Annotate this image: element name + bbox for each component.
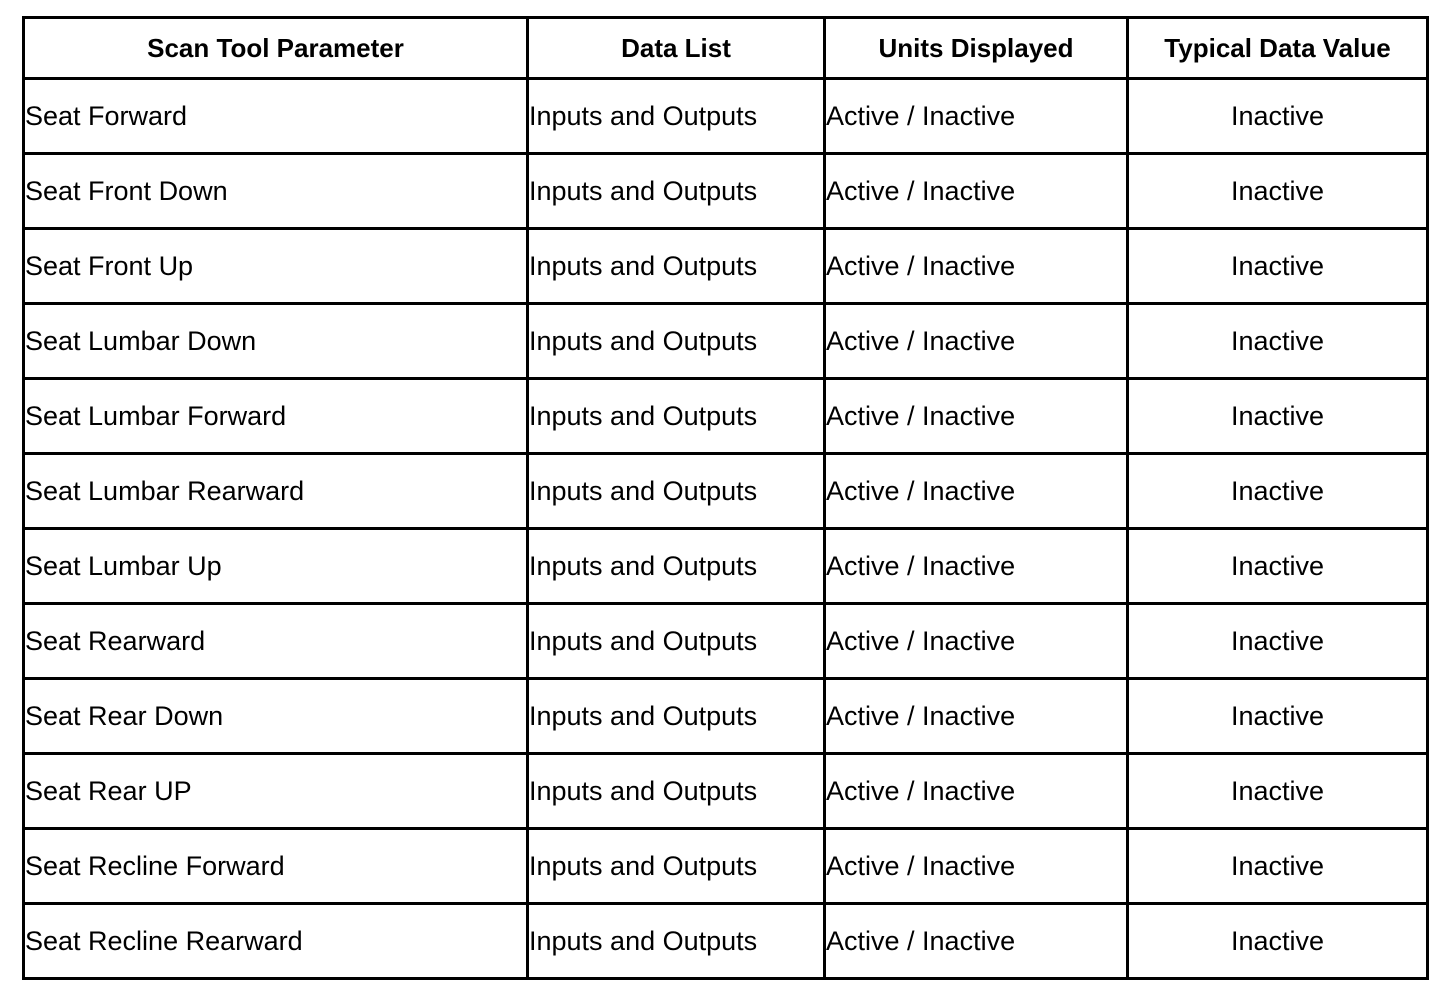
- cell-data-list: Inputs and Outputs: [528, 829, 825, 904]
- cell-typical-value: Inactive: [1128, 379, 1428, 454]
- cell-data-list: Inputs and Outputs: [528, 604, 825, 679]
- table-row: [24, 379, 1428, 454]
- cell-typical-value: Inactive: [1128, 454, 1428, 529]
- cell-data-list: Inputs and Outputs: [528, 454, 825, 529]
- scan-tool-data-table: [22, 16, 1429, 980]
- cell-units: Active / Inactive: [825, 229, 1128, 304]
- table-row: [24, 154, 1428, 229]
- cell-data-list: Inputs and Outputs: [528, 904, 825, 979]
- header-typical-data-value: Typical Data Value: [1128, 18, 1428, 79]
- cell-data-list: Inputs and Outputs: [528, 154, 825, 229]
- cell-typical-value: Inactive: [1128, 904, 1428, 979]
- header-units-displayed: Units Displayed: [825, 18, 1128, 79]
- cell-parameter: Seat Recline Forward: [24, 829, 528, 904]
- table-row: [24, 829, 1428, 904]
- cell-units: Active / Inactive: [825, 154, 1128, 229]
- table-row: [24, 529, 1428, 604]
- cell-typical-value: Inactive: [1128, 304, 1428, 379]
- table-row: [24, 604, 1428, 679]
- cell-typical-value: Inactive: [1128, 529, 1428, 604]
- cell-parameter: Seat Front Down: [24, 154, 528, 229]
- cell-units: Active / Inactive: [825, 604, 1128, 679]
- cell-data-list: Inputs and Outputs: [528, 529, 825, 604]
- cell-typical-value: Inactive: [1128, 829, 1428, 904]
- cell-units: Active / Inactive: [825, 754, 1128, 829]
- cell-parameter: Seat Rear Down: [24, 679, 528, 754]
- cell-parameter: Seat Lumbar Down: [24, 304, 528, 379]
- cell-units: Active / Inactive: [825, 904, 1128, 979]
- table-row: [24, 754, 1428, 829]
- cell-units: Active / Inactive: [825, 679, 1128, 754]
- cell-typical-value: Inactive: [1128, 679, 1428, 754]
- cell-parameter: Seat Front Up: [24, 229, 528, 304]
- cell-data-list: Inputs and Outputs: [528, 79, 825, 154]
- cell-data-list: Inputs and Outputs: [528, 679, 825, 754]
- cell-parameter: Seat Rearward: [24, 604, 528, 679]
- table-row: [24, 304, 1428, 379]
- cell-data-list: Inputs and Outputs: [528, 379, 825, 454]
- cell-typical-value: Inactive: [1128, 229, 1428, 304]
- table-header-row: [24, 18, 1428, 79]
- header-data-list: Data List: [528, 18, 825, 79]
- cell-parameter: Seat Lumbar Forward: [24, 379, 528, 454]
- cell-data-list: Inputs and Outputs: [528, 754, 825, 829]
- header-scan-tool-parameter: Scan Tool Parameter: [24, 18, 528, 79]
- table-row: [24, 229, 1428, 304]
- cell-data-list: Inputs and Outputs: [528, 229, 825, 304]
- cell-parameter: Seat Forward: [24, 79, 528, 154]
- cell-typical-value: Inactive: [1128, 604, 1428, 679]
- cell-units: Active / Inactive: [825, 829, 1128, 904]
- cell-units: Active / Inactive: [825, 529, 1128, 604]
- cell-parameter: Seat Rear UP: [24, 754, 528, 829]
- table-row: [24, 679, 1428, 754]
- table-row: [24, 454, 1428, 529]
- cell-units: Active / Inactive: [825, 79, 1128, 154]
- cell-parameter: Seat Lumbar Up: [24, 529, 528, 604]
- cell-units: Active / Inactive: [825, 379, 1128, 454]
- cell-typical-value: Inactive: [1128, 754, 1428, 829]
- table-row: [24, 904, 1428, 979]
- cell-units: Active / Inactive: [825, 304, 1128, 379]
- cell-units: Active / Inactive: [825, 454, 1128, 529]
- cell-typical-value: Inactive: [1128, 79, 1428, 154]
- table-row: [24, 79, 1428, 154]
- cell-typical-value: Inactive: [1128, 154, 1428, 229]
- cell-parameter: Seat Lumbar Rearward: [24, 454, 528, 529]
- cell-parameter: Seat Recline Rearward: [24, 904, 528, 979]
- cell-data-list: Inputs and Outputs: [528, 304, 825, 379]
